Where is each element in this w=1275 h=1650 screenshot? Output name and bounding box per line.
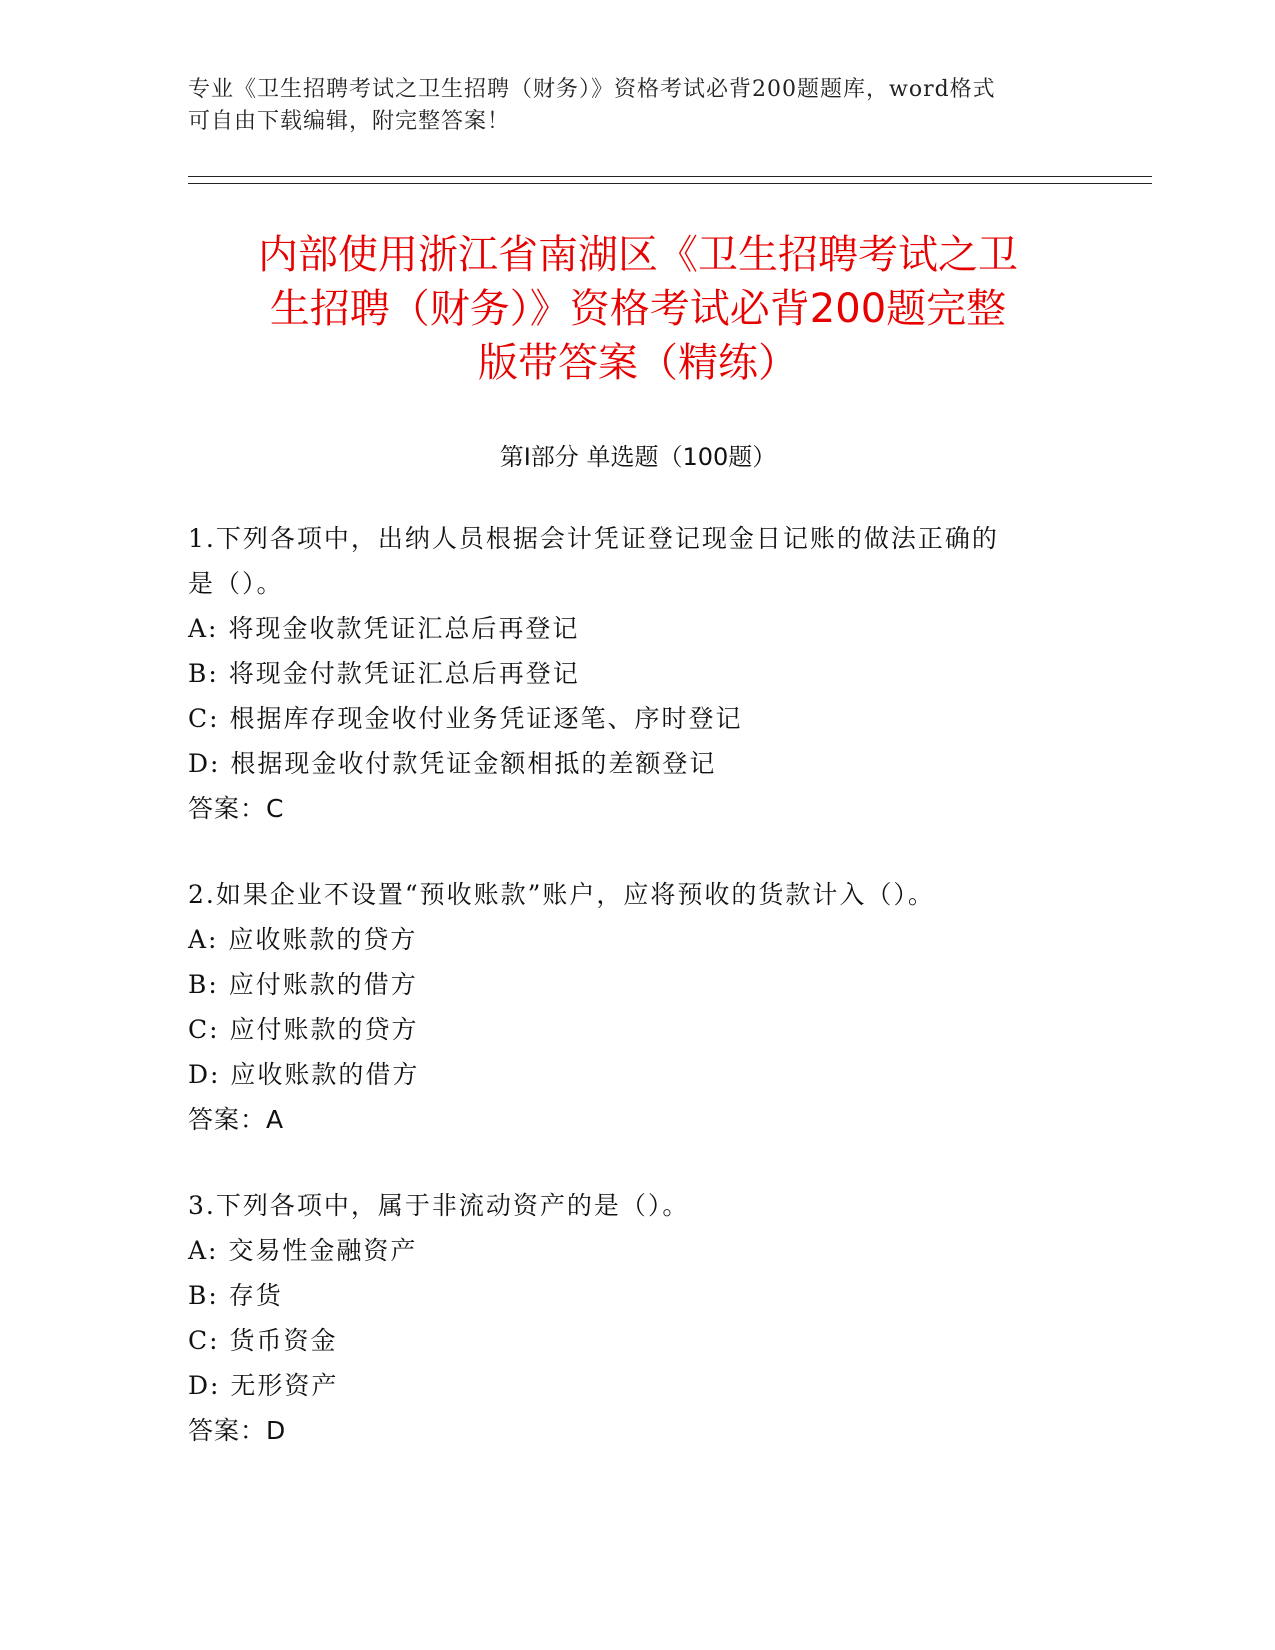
option-a: A: 应收账款的贷方 [188, 925, 418, 954]
question-3 [188, 1183, 1068, 1453]
option-c: C: 根据库存现金收付业务凭证逐笔、序时登记 [188, 704, 743, 733]
header-note-line-2: 可自由下载编辑，附完整答案！ [188, 109, 511, 134]
option-b: B: 应付账款的借方 [188, 970, 418, 999]
option-c: C: 应付账款的贷方 [188, 1015, 419, 1044]
answer: 答案：D [188, 1416, 287, 1445]
answer: 答案：C [188, 794, 285, 823]
option-b: B: 存货 [188, 1281, 283, 1310]
title-line-2: 生招聘（财务）》资格考试必背200题完整 [269, 286, 1007, 332]
option-d: D: 无形资产 [188, 1371, 339, 1400]
option-b: B: 将现金付款凭证汇总后再登记 [188, 659, 580, 688]
option-d: D: 根据现金收付款凭证金额相抵的差额登记 [188, 749, 717, 778]
option-a: A: 交易性金融资产 [188, 1236, 418, 1265]
answer: 答案：A [188, 1105, 285, 1134]
question-stem-continued: 是（）。 [188, 569, 284, 598]
question-2 [188, 872, 1068, 1142]
option-c: C: 货币资金 [188, 1326, 338, 1355]
question-1 [188, 516, 1068, 831]
header-divider-top [188, 176, 1152, 177]
header-note-line-1: 专业《卫生招聘考试之卫生招聘（财务）》资格考试必背200题题库，word格式 [188, 77, 996, 102]
title-line-1: 内部使用浙江省南湖区《卫生招聘考试之卫 [258, 232, 1018, 278]
question-stem: 1.下列各项中，出纳人员根据会计凭证登记现金日记账的做法正确的 [188, 524, 999, 553]
option-d: D: 应收账款的借方 [188, 1060, 420, 1089]
document-title [188, 228, 1088, 390]
header-note [188, 74, 1068, 138]
question-stem: 3.下列各项中，属于非流动资产的是（）。 [188, 1191, 690, 1220]
option-a: A: 将现金收款凭证汇总后再登记 [188, 614, 580, 643]
section-title: 第Ⅰ部分 单选题（100题） [499, 443, 777, 471]
question-stem: 2.如果企业不设置“预收账款”账户，应将预收的货款计入（）。 [188, 880, 935, 909]
title-line-3: 版带答案（精练） [478, 340, 798, 386]
header-divider-bottom [188, 183, 1152, 184]
